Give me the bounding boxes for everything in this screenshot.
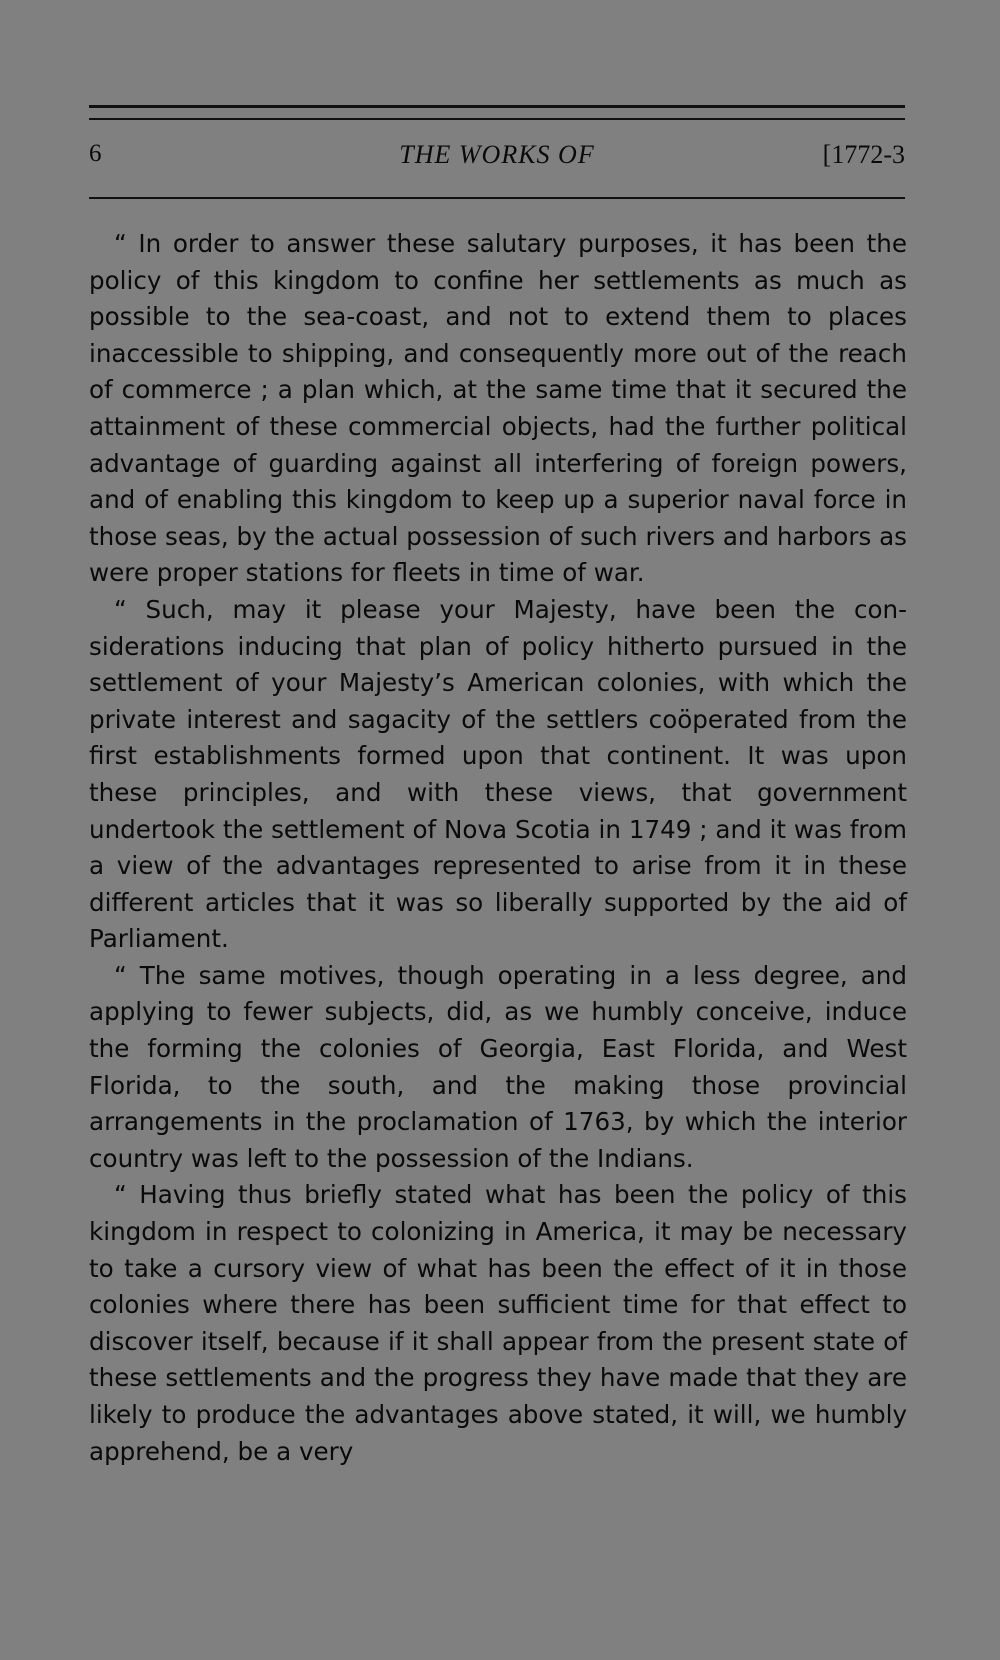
header-rule-second (89, 118, 905, 120)
paragraph-1: “ In order to answer these salutary purposes, it has been the policy of this kingdom to confine her settlements as much as possible to the sea-coast, and not to extend them to places inaccessible to shipping, and consequently more out of the reach of commerce ; a plan which, at the same time that it secured the attainment of these commercial objects, had the further political advantage of guarding against all interfering of foreign powers, and of enabling this kingdom to keep up a superior naval force in those seas, by the actual possession of such rivers and harbors as were proper stations for fleets in time of war. (89, 229, 907, 588)
running-header (89, 140, 905, 180)
paragraph-4: “ Having thus briefly stated what has been the policy of this kingdom in respect to colonizing in America, it may be necessary to take a cursory view of what has been the effect of it in those colonies where there has been sufficient time for that effect to discover itself, because if it shall appear from the present state of these settlements and the progress they have made that they are likely to produce the advantages above stated, it will, we humbly apprehend, be a very (89, 1180, 907, 1466)
header-rule-bottom (89, 197, 905, 199)
header-rule-top (89, 105, 905, 108)
paragraph-3: “ The same motives, though operating in a less degree, and applying to fewer subjects, did, as we humbly conceive, induce the forming the colonies of Georgia, East Florida, and West Florida, to the south, and the making those provincial arrangements in the proclamation of 1763, by which the interior country was left to the possession of the Indians. (89, 960, 907, 1173)
page-number: 6 (89, 140, 102, 167)
paragraph-2: “ Such, may it please your Majesty, have been the considerations inducing that plan of policy hitherto pursued in the settlement of your Majesty’s American colonies, with which the private interest and sagacity of the settlers coöperated from the first establishments formed upon that continent. It was upon these principles, and with these views, that government undertook the settlement of Nova Scotia in 1749 ; and it was from a view of the advantages represented to arise from it in these different articles that it was so liberally supported by the aid of Parliament. (89, 594, 907, 954)
running-title: THE WORKS OF (399, 140, 595, 169)
body-text (89, 226, 907, 1470)
date-range: [1772-3 (822, 140, 905, 169)
